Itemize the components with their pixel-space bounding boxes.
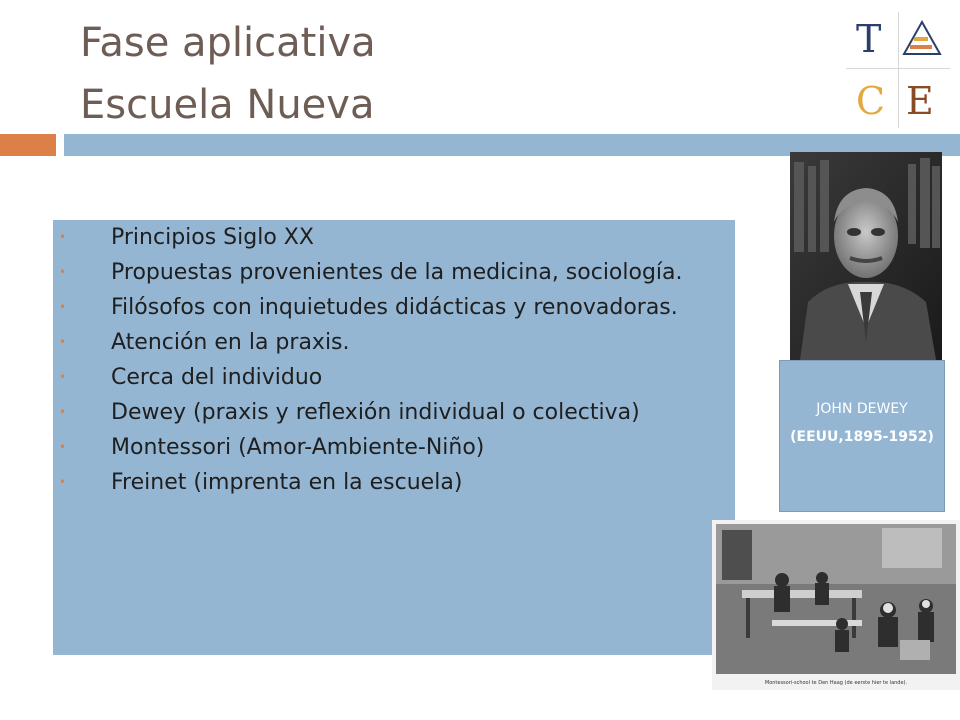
title-line-1: Fase aplicativa xyxy=(80,20,376,66)
caption-name: JOHN DEWEY xyxy=(816,401,908,417)
school-photo-caption: Montessori-school te Den Haag (de eerste hier te lande). xyxy=(764,680,908,686)
bullet-item: • Atención en la praxis. xyxy=(111,331,725,366)
logo-triangle-icon xyxy=(902,20,942,58)
logo-divider-vertical xyxy=(898,12,899,128)
portrait-caption xyxy=(779,360,945,512)
logo-letter-c: C xyxy=(856,79,886,123)
tce-logo xyxy=(846,8,950,123)
bullet-item: • Propuestas provenientes de la medicina, sociología. xyxy=(111,261,725,296)
bullet-item: • Cerca del individuo xyxy=(111,366,725,401)
bullet-list xyxy=(53,220,735,506)
bullet-item: • Dewey (praxis y reflexión individual o colectiva) xyxy=(111,401,725,436)
logo-letter-t: T xyxy=(856,17,882,61)
logo-divider-horizontal xyxy=(846,68,950,69)
logo-letter-e: E xyxy=(906,79,934,123)
title-line-2: Escuela Nueva xyxy=(80,82,375,128)
bullet-item: • Principios Siglo XX xyxy=(111,226,725,261)
bullet-panel xyxy=(53,220,735,655)
caption-detail: (EEUU,1895-1952) xyxy=(790,429,934,445)
slide-title xyxy=(80,12,700,136)
bullet-item: • Freinet (imprenta en la escuela) xyxy=(111,471,725,506)
montessori-school-photo xyxy=(712,520,960,690)
bullet-item: • Filósofos con inquietudes didácticas y renovadoras. xyxy=(111,296,725,331)
john-dewey-portrait xyxy=(790,152,942,360)
accent-bar-orange xyxy=(0,134,56,156)
bullet-item: • Montessori (Amor-Ambiente-Niño) xyxy=(111,436,725,471)
